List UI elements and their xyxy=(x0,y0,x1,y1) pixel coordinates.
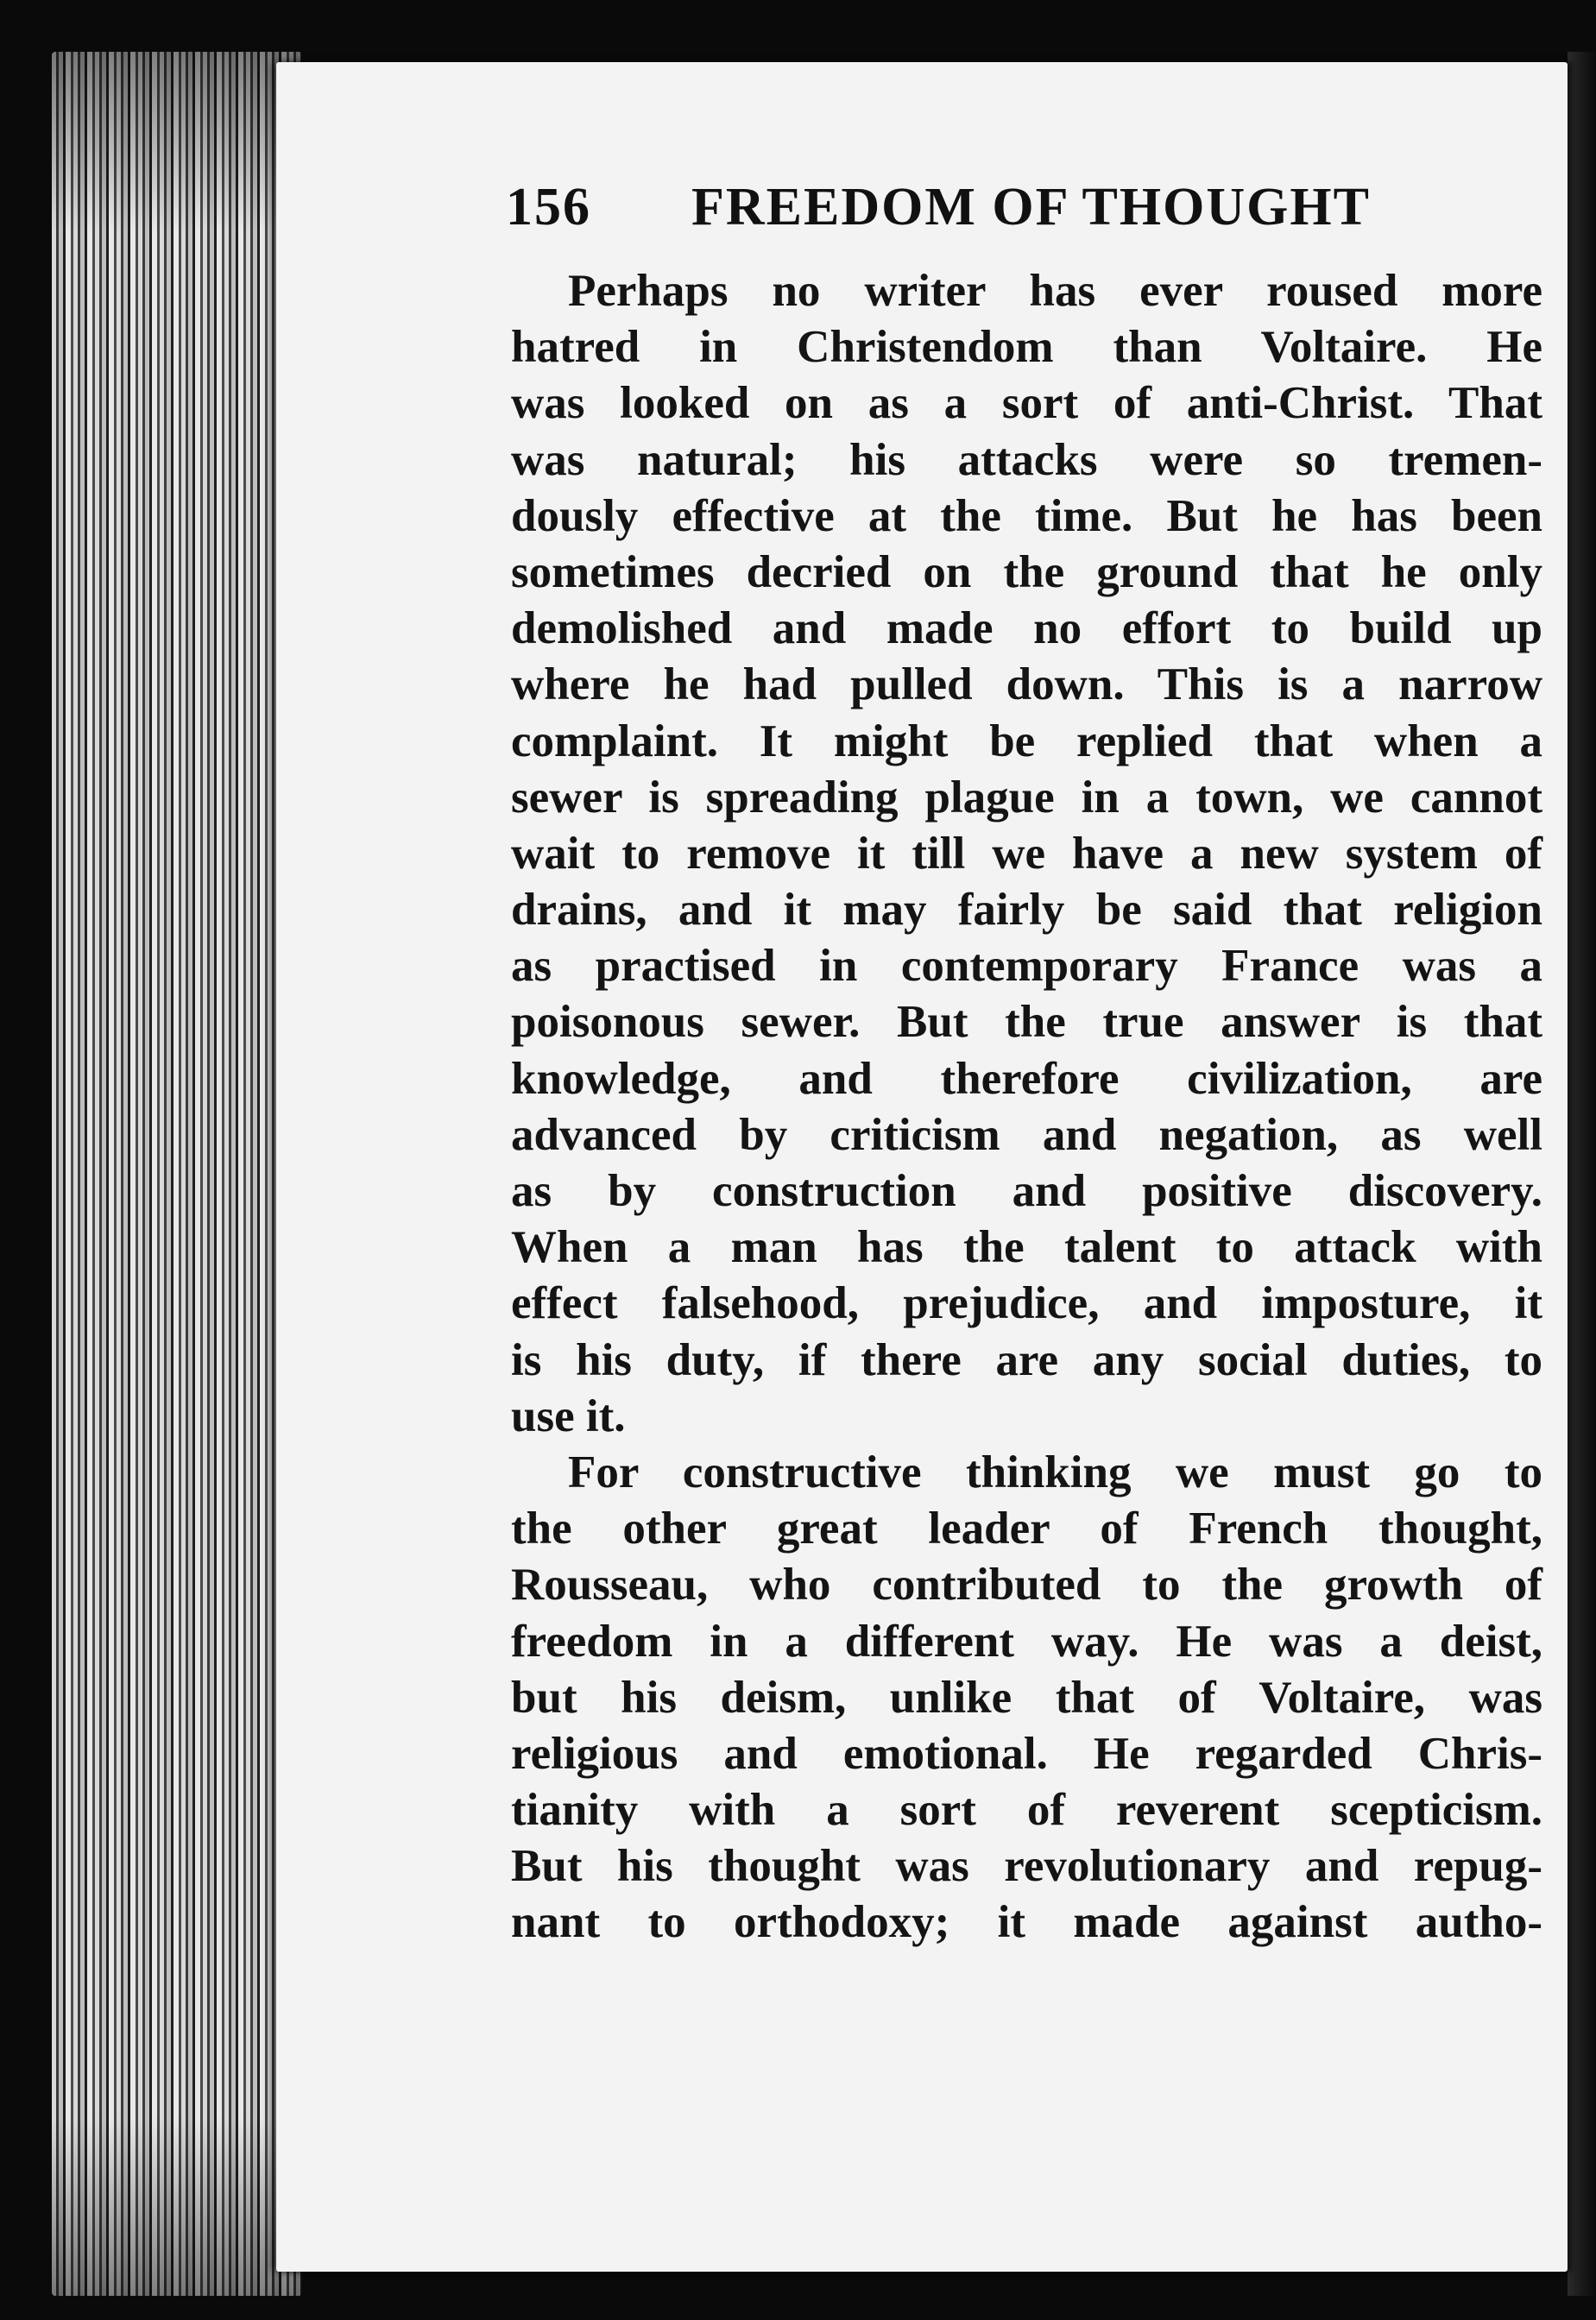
text-line: poisonous sewer. But the true answer is that xyxy=(511,997,1542,1048)
text-line: freedom in a different way. He was a deist, xyxy=(511,1616,1542,1667)
text-line: use it. xyxy=(511,1390,626,1441)
text-line: When a man has the talent to attack with xyxy=(511,1222,1542,1273)
text-line: complaint. It might be replied that when a xyxy=(511,716,1542,766)
text-line: sewer is spreading plague in a town, we cannot xyxy=(511,772,1542,823)
text-line: tianity with a sort of reverent scepticism. xyxy=(511,1785,1542,1836)
text-line: Rousseau, who contributed to the growth of xyxy=(511,1560,1542,1611)
text-line: is his duty, if there are any social duties, to xyxy=(511,1334,1542,1385)
text-line: religious and emotional. He regarded Chris- xyxy=(511,1728,1542,1779)
book-spine-shadow xyxy=(1568,52,1596,2296)
text-line: For constructive thinking we must go to xyxy=(568,1447,1542,1497)
text-line: the other great leader of French thought, xyxy=(511,1504,1542,1554)
text-line: nant to orthodoxy; it made against autho- xyxy=(511,1897,1542,1948)
text-line: dously effective at the time. But he has been xyxy=(511,490,1542,541)
text-line: sometimes decried on the ground that he only xyxy=(511,546,1542,597)
text-line: drains, and it may fairly be said that religion xyxy=(511,885,1542,936)
text-line: effect falsehood, prejudice, and imposture, it xyxy=(511,1278,1542,1329)
text-line: But his thought was revolutionary and repug- xyxy=(511,1841,1542,1892)
text-line: but his deism, unlike that of Voltaire, was xyxy=(511,1672,1542,1723)
running-title: FREEDOM OF THOUGHT xyxy=(691,178,1371,236)
text-line: knowledge, and therefore civilization, are xyxy=(511,1053,1542,1104)
text-line: hatred in Christendom than Voltaire. He xyxy=(511,322,1542,373)
page-edges-shadow xyxy=(52,52,302,2296)
body-text xyxy=(511,263,1542,1951)
text-line: Perhaps no writer has ever roused more xyxy=(568,266,1542,316)
text-line: advanced by criticism and negation, as well xyxy=(511,1109,1542,1160)
text-line: was looked on as a sort of anti-Christ. That xyxy=(511,378,1542,429)
text-line: wait to remove it till we have a new system of xyxy=(511,828,1542,879)
text-line: where he had pulled down. This is a narrow xyxy=(511,659,1542,710)
text-line: as practised in contemporary France was a xyxy=(511,941,1542,992)
page-number: 156 xyxy=(506,178,591,236)
text-line: was natural; his attacks were so tremen- xyxy=(511,434,1542,485)
text-line: demolished and made no effort to build up xyxy=(511,603,1542,654)
page-header xyxy=(506,177,1542,246)
text-line: as by construction and positive discovery. xyxy=(511,1166,1542,1216)
